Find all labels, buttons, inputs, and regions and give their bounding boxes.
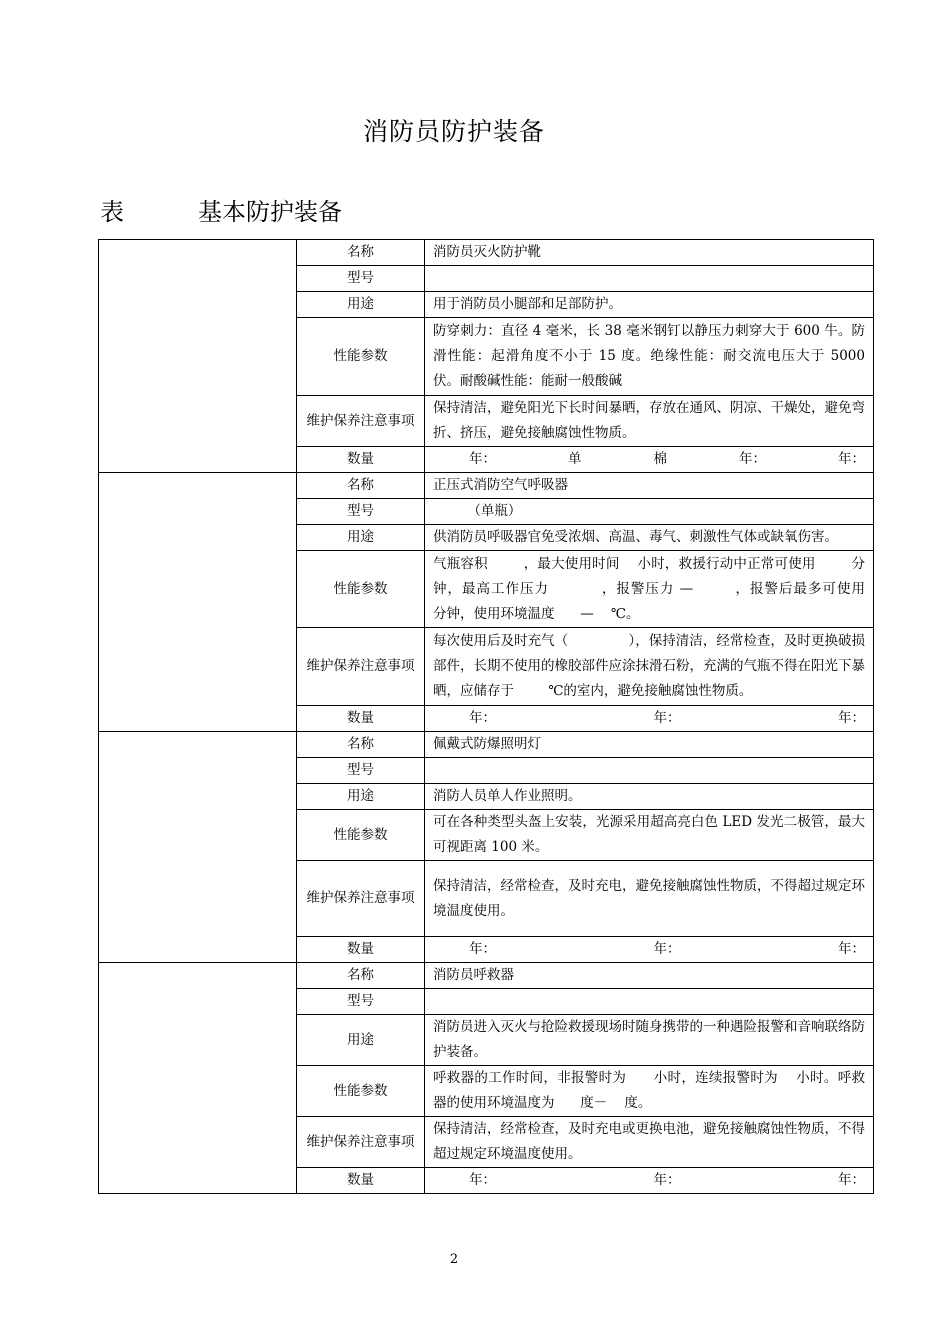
item-model	[425, 989, 874, 1015]
item-name: 消防员呼救器	[425, 963, 874, 989]
qty-part: 年：	[653, 941, 681, 957]
label-qty: 数量	[297, 937, 425, 963]
table-row	[99, 732, 874, 758]
item-name: 正压式消防空气呼吸器	[425, 473, 874, 499]
qty-part: 棉	[653, 451, 667, 467]
label-model: 型号	[297, 989, 425, 1015]
item-maint: 保持清洁，经常检查，及时充电，避免接触腐蚀性物质，不得超过规定环境温度使用。	[425, 861, 874, 937]
label-maint: 维护保养注意事项	[297, 396, 425, 447]
qty-part: 年：	[838, 1172, 865, 1188]
qty-part: 年：	[838, 941, 865, 957]
item-use: 消防人员单人作业照明。	[425, 784, 874, 810]
table-caption: 基本防护装备	[198, 198, 342, 226]
label-model: 型号	[297, 499, 425, 525]
item-params: 可在各种类型头盔上安装，光源采用超高亮白色 LED 发光二极管，最大可视距离 100 米。	[425, 810, 874, 861]
equipment-image-cell	[99, 473, 297, 732]
item-qty	[425, 937, 874, 963]
equipment-image-cell	[99, 240, 297, 473]
item-qty	[425, 1168, 874, 1194]
label-maint: 维护保养注意事项	[297, 861, 425, 937]
item-model	[425, 758, 874, 784]
item-params: 呼救器的工作时间，非报警时为 小时，连续报警时为 小时。呼救器的使用环境温度为 度－ 度。	[425, 1066, 874, 1117]
qty-part: 年：	[653, 710, 681, 726]
label-name: 名称	[297, 240, 425, 266]
label-qty: 数量	[297, 1168, 425, 1194]
label-qty: 数量	[297, 447, 425, 473]
label-maint: 维护保养注意事项	[297, 628, 425, 706]
qty-part: 年：	[469, 451, 496, 467]
label-params: 性能参数	[297, 1066, 425, 1117]
qty-part: 年：	[469, 1172, 496, 1188]
item-maint: 保持清洁，避免阳光下长时间暴晒，存放在通风、阴凉、干燥处，避免弯折、挤压，避免接触腐蚀性物质。	[425, 396, 874, 447]
label-model: 型号	[297, 266, 425, 292]
table-label: 表	[100, 198, 124, 226]
qty-part: 年：	[469, 941, 496, 957]
label-params: 性能参数	[297, 318, 425, 396]
label-name: 名称	[297, 473, 425, 499]
qty-part: 年：	[739, 451, 766, 467]
item-use: 供消防员呼吸器官免受浓烟、高温、毒气、刺激性气体或缺氧伤害。	[425, 525, 874, 551]
item-use: 用于消防员小腿部和足部防护。	[425, 292, 874, 318]
item-use: 消防员进入灭火与抢险救援现场时随身携带的一种遇险报警和音响联络防护装备。	[425, 1015, 874, 1066]
item-model: （单瓶）	[425, 499, 874, 525]
label-qty: 数量	[297, 706, 425, 732]
item-params: 防穿刺力：直径 4 毫米，长 38 毫米钢钉以静压力刺穿大于 600 牛。防滑性能：起滑角度不小于 15 度。绝缘性能：耐交流电压大于 5000 伏。耐酸碱性能：能耐一般酸碱	[425, 318, 874, 396]
table-row	[99, 240, 874, 266]
label-name: 名称	[297, 732, 425, 758]
equipment-table	[98, 239, 900, 1194]
label-use: 用途	[297, 525, 425, 551]
label-maint: 维护保养注意事项	[297, 1117, 425, 1168]
table-row	[99, 473, 874, 499]
table-row	[99, 963, 874, 989]
label-name: 名称	[297, 963, 425, 989]
page-title: 消防员防护装备	[362, 117, 545, 146]
equipment-image-cell	[99, 732, 297, 963]
qty-part: 年：	[838, 451, 865, 467]
label-model: 型号	[297, 758, 425, 784]
label-use: 用途	[297, 784, 425, 810]
item-qty	[425, 447, 874, 473]
label-params: 性能参数	[297, 551, 425, 628]
item-model	[425, 266, 874, 292]
label-use: 用途	[297, 292, 425, 318]
equipment-image-cell	[99, 963, 297, 1194]
item-qty	[425, 706, 874, 732]
qty-part: 年：	[653, 1172, 681, 1188]
item-name: 佩戴式防爆照明灯	[425, 732, 874, 758]
qty-part: 年：	[838, 710, 865, 726]
item-name: 消防员灭火防护靴	[425, 240, 874, 266]
qty-part: 年：	[469, 710, 496, 726]
item-maint: 保持清洁，经常检查，及时充电或更换电池，避免接触腐蚀性物质，不得超过规定环境温度使用。	[425, 1117, 874, 1168]
page-number: 2	[449, 1252, 459, 1267]
label-params: 性能参数	[297, 810, 425, 861]
item-params: 气瓶容积 ，最大使用时间 小时，救援行动中正常可使用 分钟，最高工作压力 ，报警压力 — ，报警后最多可使用 分钟，使用环境温度 — ℃。	[425, 551, 874, 628]
qty-part: 单	[568, 451, 582, 467]
item-maint: 每次使用后及时充气（ ），保持清洁，经常检查，及时更换破损部件，长期不使用的橡胶部件应涂抹滑石粉，充满的气瓶不得在阳光下暴晒，应储存于 ℃的室内，避免接触腐蚀性物质。	[425, 628, 874, 706]
label-use: 用途	[297, 1015, 425, 1066]
